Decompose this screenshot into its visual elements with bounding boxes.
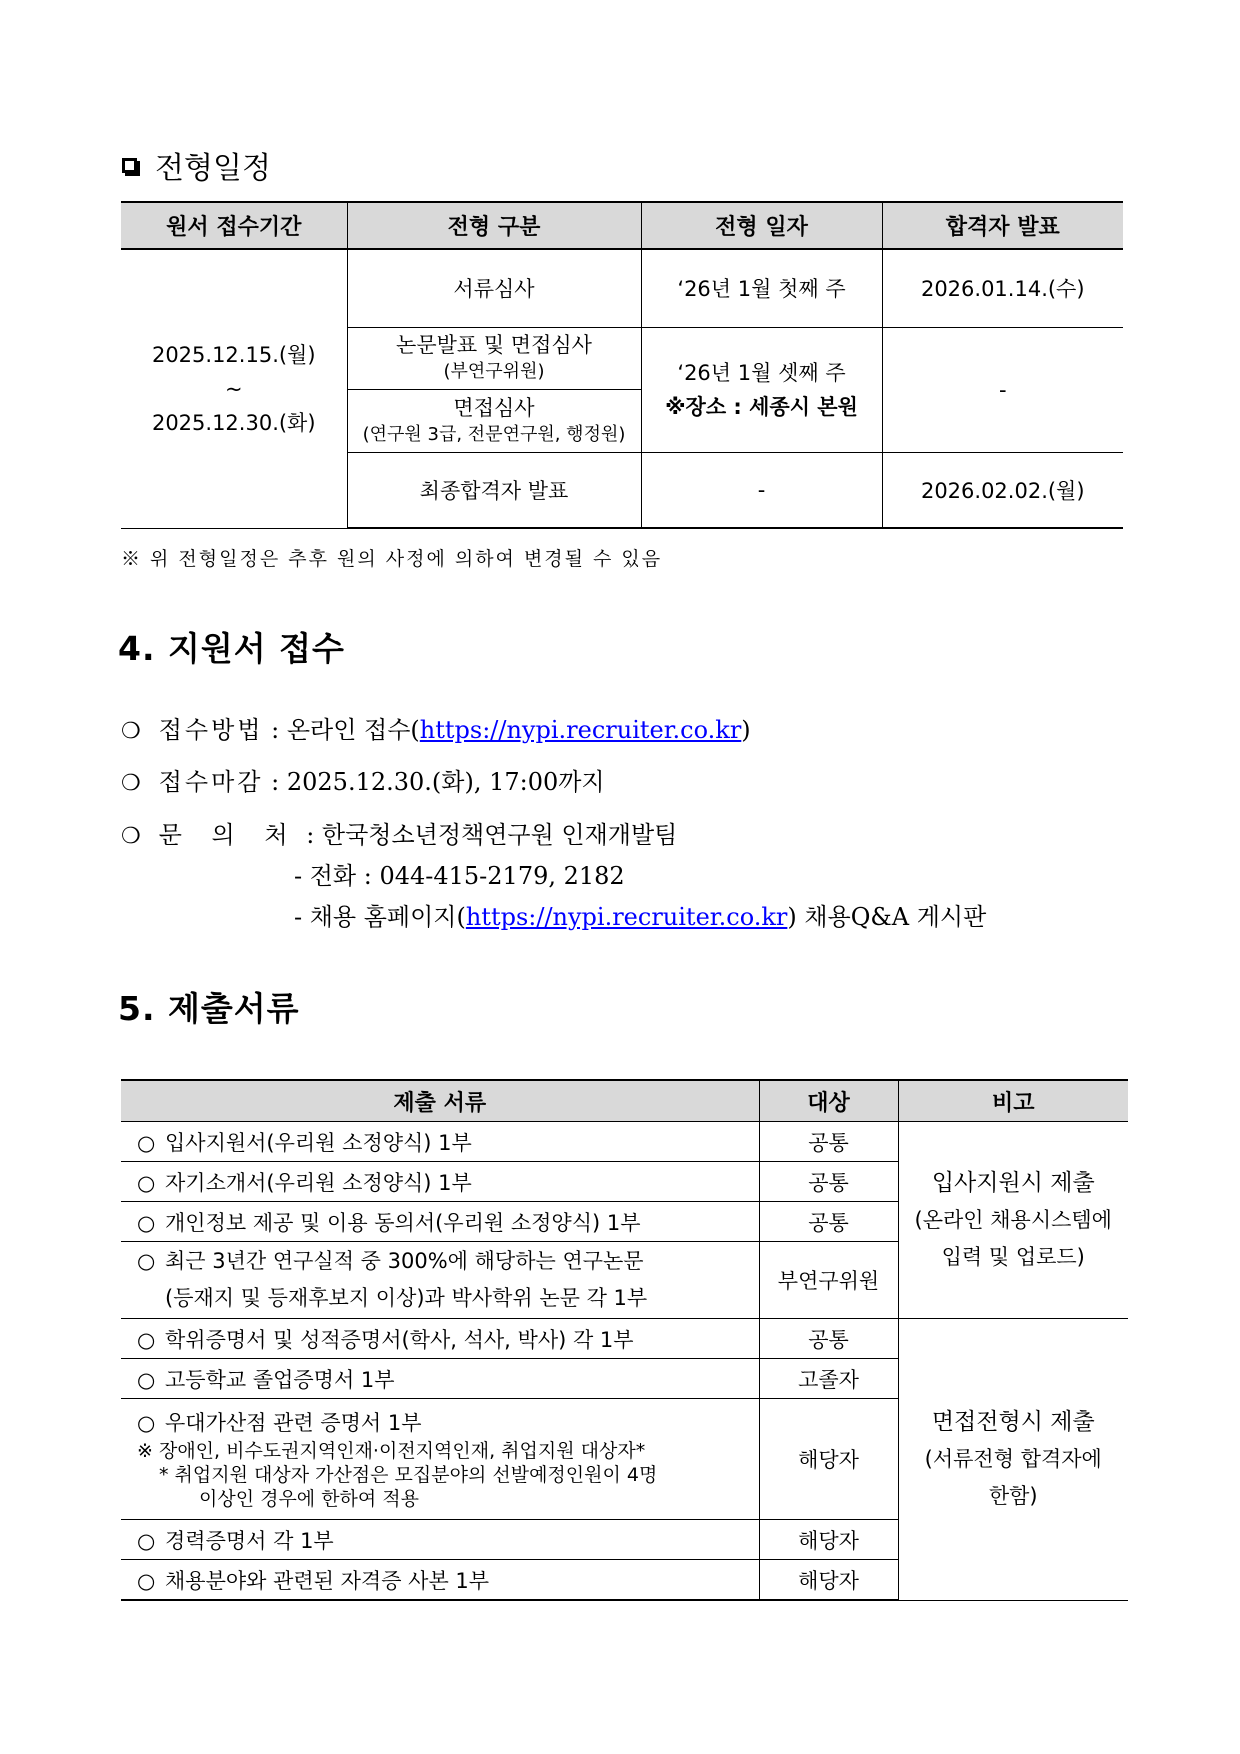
result-doc-review: 2026.01.14.(수)	[882, 249, 1123, 327]
doc-item: ○ 입사지원서(우리원 소정양식) 1부	[121, 1122, 759, 1162]
remark-apply: 입사지원시 제출 (온라인 채용시스템에 입력 및 업로드)	[898, 1122, 1128, 1319]
schedule-table	[121, 201, 1123, 529]
stage-final: 최종합격자 발표	[347, 452, 641, 528]
col-stage: 전형 구분	[347, 202, 641, 249]
col-result: 합격자 발표	[882, 202, 1123, 249]
section4-title: 4. 지원서 접수	[118, 629, 345, 668]
doc-target: 공통	[759, 1202, 898, 1242]
stage-paper-interview: 논문발표 및 면접심사 (부연구위원)	[347, 327, 641, 389]
documents-header-row	[121, 1080, 1128, 1122]
result-interview: -	[882, 327, 1123, 452]
col-target: 대상	[759, 1080, 898, 1122]
homepage-link[interactable]: https://nypi.recruiter.co.kr	[465, 903, 788, 931]
doc-target: 부연구위원	[759, 1242, 898, 1319]
deadline-line: ❍ 접수마감 : 2025.12.30.(화), 17:00까지	[121, 768, 605, 796]
hollow-circle-icon: ❍	[121, 719, 141, 744]
table-row	[121, 1122, 1128, 1162]
doc-item: ○ 학위증명서 및 성적증명서(학사, 석사, 박사) 각 1부	[121, 1319, 759, 1359]
col-period: 원서 접수기간	[121, 202, 347, 249]
hollow-circle-icon: ❍	[121, 824, 141, 849]
col-date: 전형 일자	[641, 202, 882, 249]
doc-target: 고졸자	[759, 1359, 898, 1399]
stage-interview: 면접심사 (연구원 3급, 전문연구원, 행정원)	[347, 389, 641, 452]
table-row	[121, 1319, 1128, 1359]
contact-line: ❍ 문 의 처 : 한국청소년정책연구원 인재개발팀	[121, 821, 678, 849]
doc-item: ○ 최근 3년간 연구실적 중 300%에 해당하는 연구논문 (등재지 및 등재후보지 이상)과 박사학위 논문 각 1부	[121, 1242, 759, 1319]
hollow-circle-icon: ❍	[121, 771, 141, 796]
application-period: 2025.12.15.(월) ~ 2025.12.30.(화)	[121, 249, 347, 528]
doc-target: 공통	[759, 1162, 898, 1202]
date-final: -	[641, 452, 882, 528]
apply-link[interactable]: https://nypi.recruiter.co.kr	[419, 716, 742, 744]
col-remark: 비고	[898, 1080, 1128, 1122]
doc-target: 해당자	[759, 1399, 898, 1520]
contact-web: - 채용 홈페이지(https://nypi.recruiter.co.kr) 채용Q&A 게시판	[294, 903, 987, 931]
schedule-heading-text: 전형일정	[155, 151, 271, 186]
col-document: 제출 서류	[121, 1080, 759, 1122]
date-doc-review: ‘26년 1월 첫째 주	[641, 249, 882, 327]
doc-item: ○ 경력증명서 각 1부	[121, 1520, 759, 1560]
result-final: 2026.02.02.(월)	[882, 452, 1123, 528]
doc-item: ○ 고등학교 졸업증명서 1부	[121, 1359, 759, 1399]
section5-title: 5. 제출서류	[118, 989, 300, 1028]
contact-phone: - 전화 : 044-415-2179, 2182	[294, 862, 625, 890]
doc-target: 해당자	[759, 1560, 898, 1601]
doc-item: ○ 채용분야와 관련된 자격증 사본 1부	[121, 1560, 759, 1601]
table-row	[121, 249, 1123, 327]
stage-doc-review: 서류심사	[347, 249, 641, 327]
schedule-header-row	[121, 202, 1123, 249]
date-interview: ‘26년 1월 셋째 주 ※장소 : 세종시 본원	[641, 327, 882, 452]
method-line: ❍ 접수방법 : 온라인 접수(https://nypi.recruiter.co.kr)	[121, 716, 751, 744]
schedule-heading	[122, 143, 271, 187]
doc-target: 해당자	[759, 1520, 898, 1560]
checkbox-square-icon	[122, 158, 137, 173]
doc-item: ○ 자기소개서(우리원 소정양식) 1부	[121, 1162, 759, 1202]
doc-item: ○ 우대가산점 관련 증명서 1부 ※ 장애인, 비수도권지역인재·이전지역인재, 취업지원 대상자* * 취업지원 대상자 가산점은 모집분야의 선발예정인원이 4명 이상인 경우에 한하여 적용	[121, 1399, 759, 1520]
doc-target: 공통	[759, 1319, 898, 1359]
doc-item: ○ 개인정보 제공 및 이용 동의서(우리원 소정양식) 1부	[121, 1202, 759, 1242]
remark-interview: 면접전형시 제출 (서류전형 합격자에 한함)	[898, 1319, 1128, 1601]
documents-table	[121, 1079, 1128, 1601]
schedule-note: ※ 위 전형일정은 추후 원의 사정에 의하여 변경될 수 있음	[121, 548, 663, 570]
doc-target: 공통	[759, 1122, 898, 1162]
